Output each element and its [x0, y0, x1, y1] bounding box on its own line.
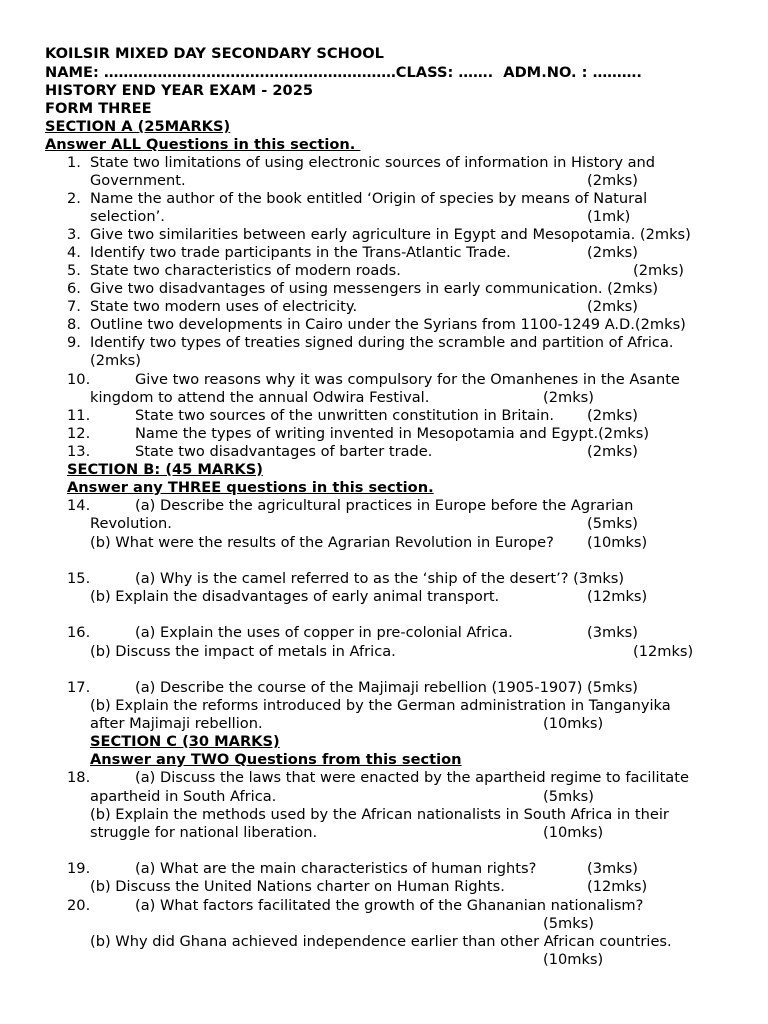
question-text: (b) Explain the disadvantages of early animal transport.: [90, 588, 500, 605]
question-number: 15.: [67, 570, 91, 587]
section-a-instruction: Answer ALL Questions in this section.: [45, 136, 361, 153]
section-a-title: SECTION A (25MARKS): [45, 118, 231, 135]
question-marks: (12mks): [587, 878, 648, 895]
question-text: Give two reasons why it was compulsory for the Omanhenes in the Asante: [135, 371, 680, 388]
question-marks: (2mks): [587, 172, 638, 189]
question-number: 9.: [67, 334, 81, 351]
question-marks: (2mks): [633, 262, 684, 279]
question-marks: (2mks): [587, 407, 638, 424]
question-marks: (5mks): [587, 515, 638, 532]
question-text: (b) Discuss the impact of metals in Africa.: [90, 643, 396, 660]
question-number: 11.: [67, 407, 91, 424]
question-text: State two sources of the unwritten constitution in Britain.: [135, 407, 555, 424]
form-level: FORM THREE: [45, 100, 152, 117]
question-text: State two modern uses of electricity.: [90, 298, 358, 315]
question-text: (a) What are the main characteristics of human rights?: [135, 860, 537, 877]
question-number: 10.: [67, 371, 91, 388]
question-text: (a) Why is the camel referred to as the ‘ship of the desert’? (3mks): [135, 570, 625, 587]
question-text: (b) What were the results of the Agrarian Revolution in Europe?: [90, 534, 554, 551]
question-text: (a) What factors facilitated the growth of the Ghananian nationalism?: [135, 897, 644, 914]
question-number: 20.: [67, 897, 91, 914]
question-number: 1.: [67, 154, 81, 171]
question-text: Give two similarities between early agriculture in Egypt and Mesopotamia. (2mks): [90, 226, 691, 243]
question-text: Name the types of writing invented in Mesopotamia and Egypt.(2mks): [135, 425, 650, 442]
question-number: 17.: [67, 679, 91, 696]
question-number: 13.: [67, 443, 91, 460]
question-text: Name the author of the book entitled ‘Origin of species by means of Natural: [90, 190, 648, 207]
question-text: Identify two types of treaties signed during the scramble and partition of Africa.: [90, 334, 674, 351]
question-text: Outline two developments in Cairo under the Syrians from 1100-1249 A.D.(2mks): [90, 316, 686, 333]
question-text: (a) Discuss the laws that were enacted by the apartheid regime to facilitate: [135, 769, 689, 786]
question-marks: (10mks): [543, 824, 604, 841]
question-marks: (5mks): [543, 915, 594, 932]
question-marks: (3mks): [587, 860, 638, 877]
question-text: struggle for national liberation.: [90, 824, 318, 841]
question-text: State two disadvantages of barter trade.: [135, 443, 433, 460]
question-number: 14.: [67, 497, 91, 514]
exam-title: HISTORY END YEAR EXAM - 2025: [45, 82, 314, 99]
question-text: State two characteristics of modern roads.: [90, 262, 401, 279]
question-text: kingdom to attend the annual Odwira Festival.: [90, 389, 430, 406]
question-marks: (12mks): [587, 588, 648, 605]
question-text: (b) Why did Ghana achieved independence earlier than other African countries.: [90, 933, 672, 950]
question-number: 2.: [67, 190, 81, 207]
question-text: State two limitations of using electronic sources of information in History and: [90, 154, 656, 171]
section-b-title: SECTION B: (45 MARKS): [67, 461, 263, 478]
question-text: (b) Explain the reforms introduced by the German administration in Tanganyika: [90, 697, 671, 714]
question-number: 16.: [67, 624, 91, 641]
question-marks: (2mks): [587, 443, 638, 460]
question-marks: (2mks): [587, 298, 638, 315]
question-marks: (10mks): [543, 715, 604, 732]
school-name: KOILSIR MIXED DAY SECONDARY SCHOOL: [45, 45, 384, 62]
question-number: 18.: [67, 769, 91, 786]
question-number: 12.: [67, 425, 91, 442]
question-number: 8.: [67, 316, 81, 333]
question-number: 4.: [67, 244, 81, 261]
section-b-instruction: Answer any THREE questions in this section.: [67, 479, 434, 496]
question-text: (2mks): [90, 352, 141, 369]
question-marks: (10mks): [543, 951, 604, 968]
question-number: 5.: [67, 262, 81, 279]
question-text: (a) Explain the uses of copper in pre-colonial Africa.: [135, 624, 513, 641]
question-marks: (5mks): [543, 788, 594, 805]
question-text: (b) Explain the methods used by the African nationalists in South Africa in their: [90, 806, 669, 823]
question-text: apartheid in South Africa.: [90, 788, 277, 805]
question-number: 7.: [67, 298, 81, 315]
question-marks: (12mks): [633, 643, 694, 660]
question-text: selection’.: [90, 208, 165, 225]
name-class-adm-line: NAME: ……………………………………………………CLASS: ……. ADM.NO. : ……….: [45, 64, 642, 81]
question-marks: (3mks): [587, 624, 638, 641]
question-number: 19.: [67, 860, 91, 877]
question-number: 6.: [67, 280, 81, 297]
question-text: Revolution.: [90, 515, 172, 532]
question-marks: (2mks): [543, 389, 594, 406]
question-marks: (10mks): [587, 534, 648, 551]
question-text: (a) Describe the course of the Majimaji rebellion (1905-1907) (5mks): [135, 679, 638, 696]
question-text: Give two disadvantages of using messengers in early communication. (2mks): [90, 280, 659, 297]
section-c-title: SECTION C (30 MARKS): [90, 733, 280, 750]
question-marks: (2mks): [587, 244, 638, 261]
question-text: Government.: [90, 172, 186, 189]
question-text: (b) Discuss the United Nations charter on Human Rights.: [90, 878, 505, 895]
question-text: (a) Describe the agricultural practices in Europe before the Agrarian: [135, 497, 634, 514]
section-c-instruction: Answer any TWO Questions from this section: [90, 751, 462, 768]
question-text: Identify two trade participants in the Trans-Atlantic Trade.: [90, 244, 511, 261]
question-text: after Majimaji rebellion.: [90, 715, 263, 732]
question-marks: (1mk): [587, 208, 631, 225]
question-number: 3.: [67, 226, 81, 243]
